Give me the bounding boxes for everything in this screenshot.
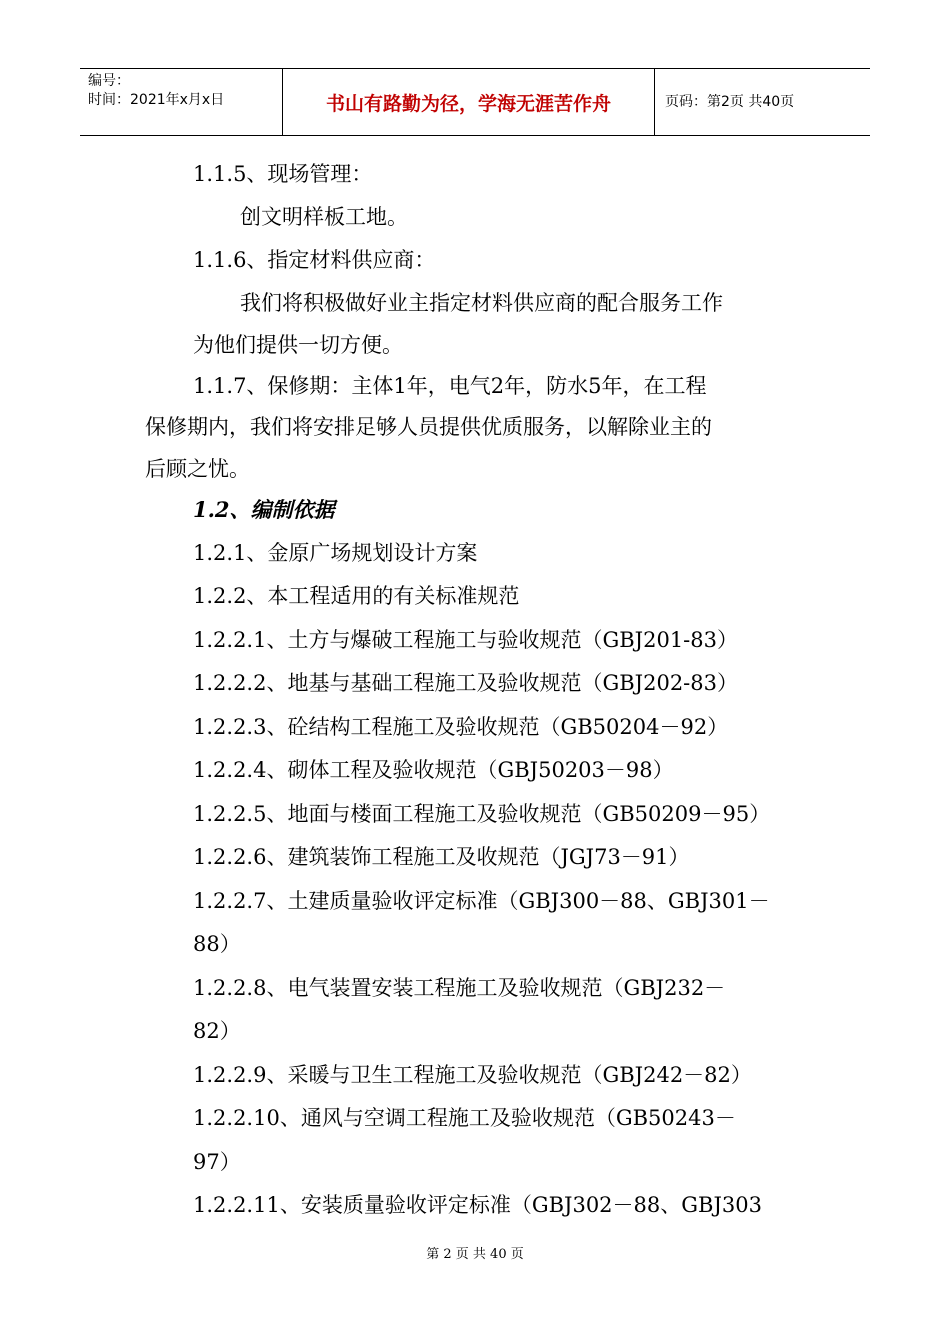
paragraph-line: 创文明样板工地。 (240, 205, 408, 229)
list-item: 1.2.2.3、砼结构工程施工及验收规范（GB50204－92） (193, 715, 729, 739)
header-motto-cell (282, 69, 655, 135)
paragraph-line: 保修期内，我们将安排足够人员提供优质服务，以解除业主的 (145, 415, 712, 439)
list-item: 1.2.2.10、通风与空调工程施工及验收规范（GB50243－ (193, 1106, 736, 1130)
list-item: 1.2.2.4、砌体工程及验收规范（GBJ50203－98） (193, 758, 674, 782)
list-item: 1.2.2.6、建筑装饰工程施工及收规范（JGJ73－91） (193, 845, 690, 869)
document-date-label: 时间：2021年x月x日 (88, 92, 225, 108)
list-item-continuation: 88） (193, 932, 241, 956)
paragraph-line: 为他们提供一切方便。 (193, 333, 403, 357)
header-page-number: 页码：第2页 共40页 (665, 94, 795, 110)
list-item: 1.2.2.5、地面与楼面工程施工及验收规范（GB50209－95） (193, 802, 771, 826)
page-footer: 第 2 页 共 40 页 (426, 1247, 524, 1262)
list-item-continuation: 82） (193, 1019, 241, 1043)
section-heading-1-1-6: 1.1.6、指定材料供应商： (193, 248, 436, 272)
list-item: 1.2.2、本工程适用的有关标准规范 (193, 584, 520, 608)
header-page-cell (655, 69, 870, 135)
page-header (80, 68, 870, 136)
list-item: 1.2.2.1、土方与爆破工程施工与验收规范（GBJ201-83） (193, 628, 738, 652)
section-heading-1-2: 1.2、编制依据 (193, 497, 335, 522)
header-motto: 书山有路勤为径，学海无涯苦作舟 (325, 92, 611, 115)
list-item: 1.2.1、金原广场规划设计方案 (193, 541, 478, 565)
paragraph-line: 后顾之忧。 (145, 457, 250, 481)
list-item-continuation: 97） (193, 1150, 241, 1174)
list-item: 1.2.2.2、地基与基础工程施工及验收规范（GBJ202-83） (193, 671, 738, 695)
list-item: 1.2.2.9、采暖与卫生工程施工及验收规范（GBJ242－82） (193, 1063, 752, 1087)
paragraph-line: 我们将积极做好业主指定材料供应商的配合服务工作 (240, 291, 723, 315)
section-heading-1-1-5: 1.1.5、现场管理： (193, 162, 373, 186)
list-item: 1.2.2.11、安装质量验收评定标准（GBJ302－88、GBJ303 (193, 1193, 762, 1217)
document-number-label: 编号： (88, 73, 130, 89)
section-heading-1-1-7: 1.1.7、保修期：主体1年，电气2年，防水5年，在工程 (193, 374, 707, 398)
list-item: 1.2.2.7、土建质量验收评定标准（GBJ300－88、GBJ301－ (193, 889, 770, 913)
list-item: 1.2.2.8、电气装置安装工程施工及验收规范（GBJ232－ (193, 976, 726, 1000)
header-info-cell (80, 69, 282, 135)
